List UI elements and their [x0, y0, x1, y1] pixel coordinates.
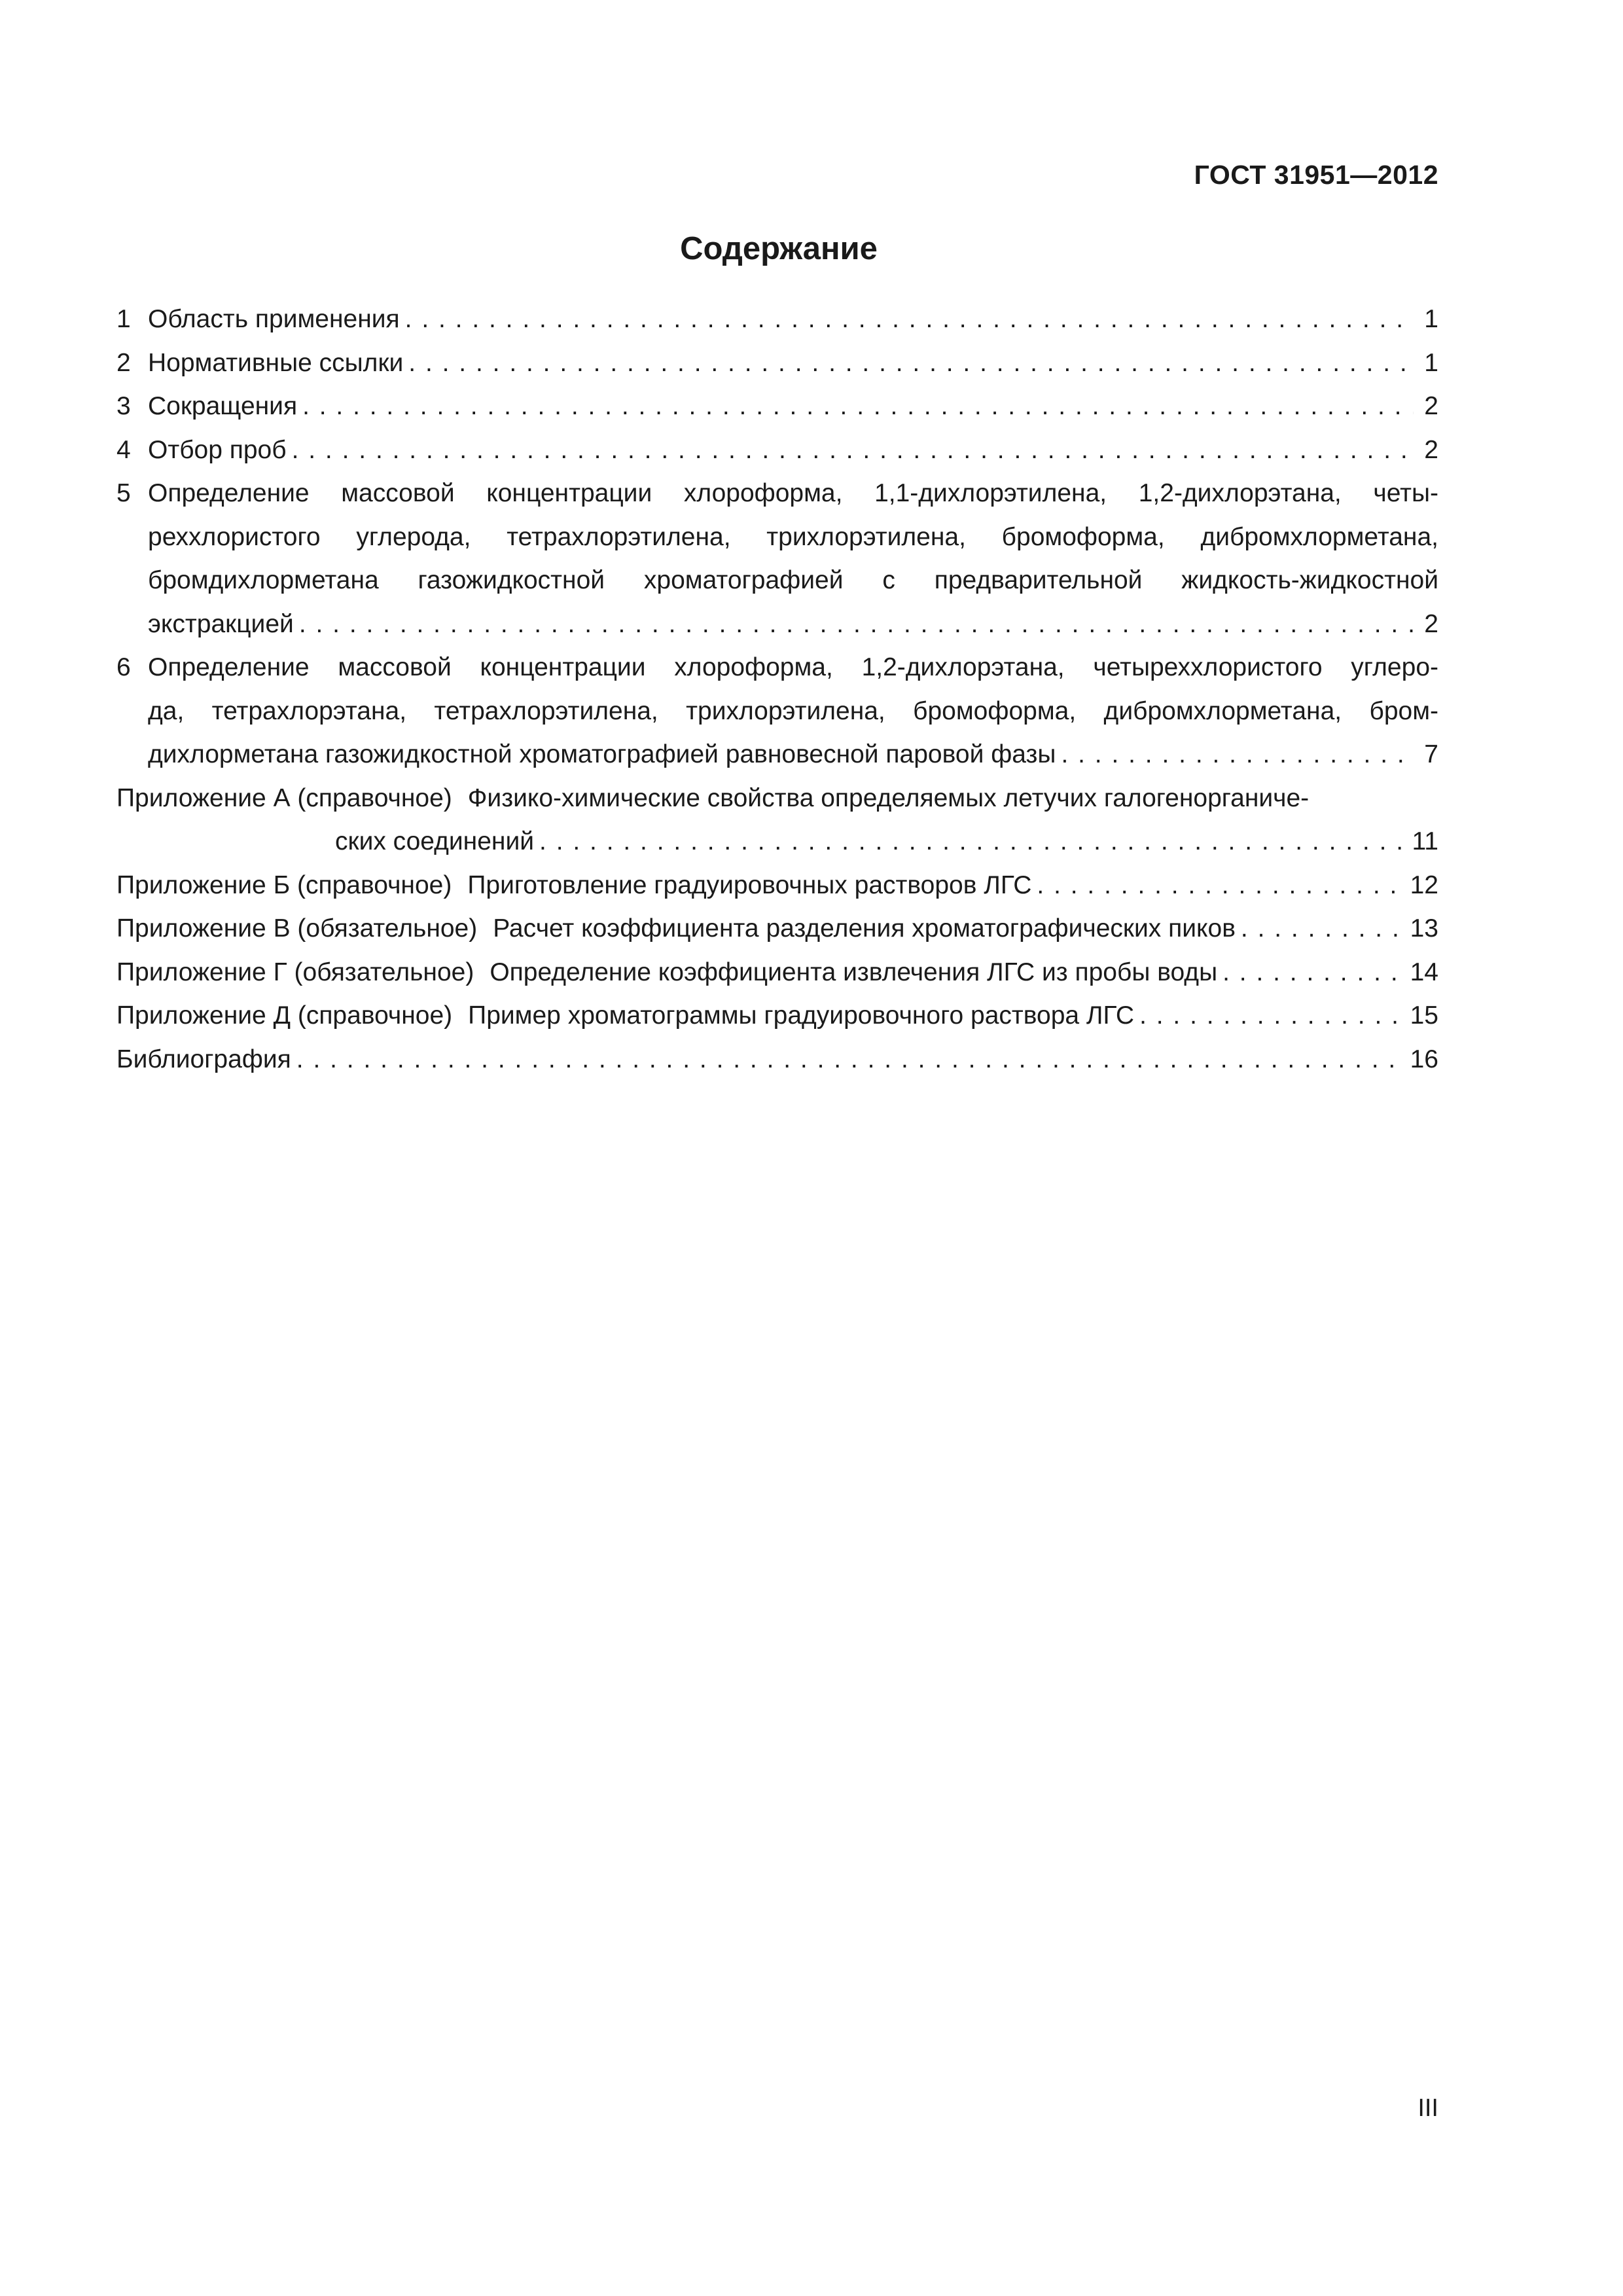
toc-entry[interactable] — [116, 342, 1438, 386]
toc-bibliography[interactable] — [116, 1038, 1438, 1082]
toc-entry-title-line: Определение массовой концентрации хлороформа, 1,1-дихлорэтилена, 1,2-дихлорэтана, четы- — [148, 479, 1438, 507]
page-number: III — [1418, 2094, 1438, 2122]
appendix-label: Приложение А (справочное) — [116, 783, 452, 812]
dot-leader — [534, 820, 1406, 864]
toc-entry[interactable] — [116, 472, 1438, 646]
document-code: ГОСТ 31951—2012 — [1194, 160, 1438, 190]
toc-entry[interactable] — [116, 429, 1438, 473]
bibliography-title: Библиография — [116, 1045, 291, 1073]
appendix-title: Определение коэффициента извлечения ЛГС из пробы воды — [490, 958, 1218, 986]
dot-leader — [403, 342, 1414, 386]
toc-appendix[interactable] — [116, 907, 1438, 951]
toc-entry[interactable] — [116, 646, 1438, 777]
toc-entry-page: 7 — [1424, 740, 1438, 768]
toc-entry-title: Сокращения — [148, 392, 298, 420]
toc-entry-page: 2 — [1424, 435, 1438, 464]
toc-entry-title: Область применения — [148, 305, 400, 333]
toc-entry-title-line: бромдихлорметана газожидкостной хроматографией с предварительной жидкость-жидкостной — [148, 566, 1438, 594]
appendix-label: Приложение Г (обязательное) — [116, 958, 474, 986]
toc-entry-page: 1 — [1424, 305, 1438, 333]
toc-appendix[interactable] — [116, 951, 1438, 995]
toc-entry-number: 2 — [116, 348, 131, 377]
appendix-page: 14 — [1410, 958, 1438, 986]
toc-entry-number: 1 — [116, 305, 131, 333]
toc-entry-title-line: Определение массовой концентрации хлороформа, 1,2-дихлорэтана, четыреххлористого углеро- — [148, 653, 1438, 681]
appendix-title-line: ских соединений — [335, 827, 535, 855]
dot-leader — [1056, 733, 1414, 777]
appendix-title: Расчет коэффициента разделения хроматографических пиков — [493, 914, 1236, 942]
toc-entry-number: 5 — [116, 479, 131, 507]
toc-entry-title-line: да, тетрахлорэтана, тетрахлорэтилена, трихлорэтилена, бромоформа, дибромхлорметана, бром- — [148, 696, 1438, 725]
toc-entry[interactable] — [116, 298, 1438, 342]
toc-entry-title-line: реххлористого углерода, тетрахлорэтилена, трихлорэтилена, бромоформа, дибромхлорметана, — [148, 522, 1438, 551]
appendix-page: 13 — [1410, 914, 1438, 942]
dot-leader — [294, 603, 1414, 647]
dot-leader — [1236, 907, 1405, 951]
dot-leader — [1217, 951, 1405, 995]
toc-entry-title: Нормативные ссылки — [148, 348, 404, 377]
toc-entry-number: 4 — [116, 435, 131, 464]
appendix-label: Приложение Б (справочное) — [116, 870, 452, 899]
toc-entry[interactable] — [116, 385, 1438, 429]
toc-entry-title-line: дихлорметана газожидкостной хроматографией равновесной паровой фазы — [148, 740, 1056, 768]
toc-entry-page: 1 — [1424, 348, 1438, 377]
toc-entry-page: 2 — [1424, 609, 1438, 638]
dot-leader — [297, 385, 1414, 429]
toc-entry-title: Отбор проб — [148, 435, 287, 464]
appendix-page: 11 — [1412, 827, 1438, 855]
toc-appendix[interactable] — [116, 777, 1438, 864]
appendix-label: Приложение В (обязательное) — [116, 914, 478, 942]
toc-title: Содержание — [680, 231, 878, 266]
dot-leader — [400, 298, 1414, 342]
dot-leader — [291, 1038, 1405, 1082]
appendix-page: 12 — [1410, 870, 1438, 899]
appendix-title: Приготовление градуировочных растворов ЛГС — [467, 870, 1032, 899]
toc-appendix[interactable] — [116, 864, 1438, 908]
appendix-page: 15 — [1410, 1001, 1438, 1030]
appendix-title-line: Физико-химические свойства определяемых летучих галогенорганиче- — [467, 783, 1310, 812]
table-of-contents — [116, 298, 1438, 1081]
appendix-label: Приложение Д (справочное) — [116, 1001, 453, 1030]
toc-appendix[interactable] — [116, 994, 1438, 1038]
dot-leader — [1134, 994, 1405, 1038]
toc-entry-page: 2 — [1424, 392, 1438, 420]
appendix-title: Пример хроматограммы градуировочного раствора ЛГС — [468, 1001, 1135, 1030]
dot-leader — [287, 429, 1414, 473]
toc-entry-title-line: экстракцией — [148, 609, 294, 638]
dot-leader — [1031, 864, 1404, 908]
bibliography-page: 16 — [1410, 1045, 1438, 1073]
toc-entry-number: 3 — [116, 392, 131, 420]
toc-entry-number: 6 — [116, 653, 131, 681]
